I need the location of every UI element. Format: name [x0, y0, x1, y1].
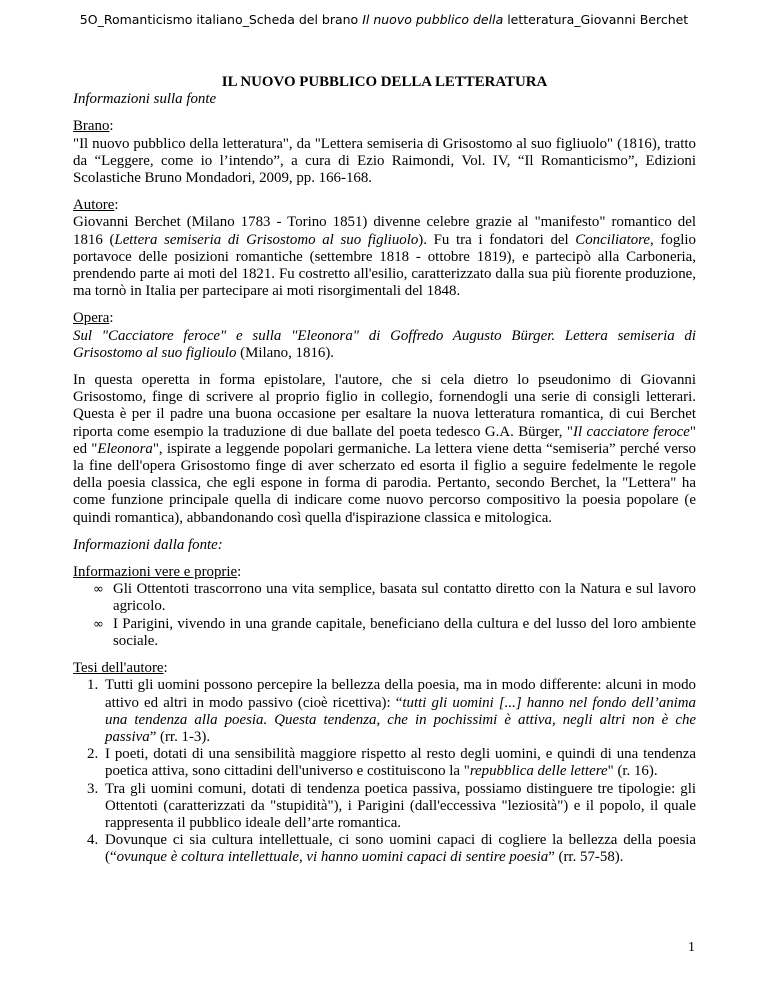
- page-header: [0, 12, 768, 27]
- document-body: [73, 74, 696, 867]
- opera-description: In questa operetta in forma epistolare, l'autore, che si cela dietro lo pseudonimo di Giovanni Grisostomo, finge di scrivere al proprio figlio in collegio, fornendogli una serie di consigli letterari. Questa è per il padre una buona occasione per esaltare la nuova letteratura romantica, di cui Berchet riporta come esempio la traduzione di due ballate del poeta tedesco G.A. Bürger, "Il cacciatore feroce" ed "Eleonora", ispirate a leggende popolari germaniche. La lettera viene detta “semiseria” perché verso la fine dell'opera Grisostomo finge di aver scherzato ed esorta il figlio a seguire fedelmente le regole della poesia classica, che egli espone in forma di parodia. Pertanto, secondo Berchet, la "Lettera" ha come funzione principale quella di indicare come nuovo percorso compositivo la poesia popolare (e quindi romantica), abbandonando così quella d'ispirazione classica e mitologica.: [73, 372, 697, 526]
- info-vere-heading-label: Informazioni vere e proprie: [73, 564, 238, 581]
- infinity-bullet-icon: ∞: [93, 582, 104, 598]
- infinity-bullet-icon: ∞: [93, 616, 104, 632]
- autore-heading: Autore:: [73, 197, 119, 214]
- section-info-fonte: Informazioni sulla fonte: [73, 91, 217, 108]
- info-vere-heading: Informazioni vere e proprie:: [73, 564, 242, 581]
- list-item: ∞ I Parigini, vivendo in una grande capitale, beneficiano della cultura e del lusso del loro ambiente sociale.: [93, 615, 696, 649]
- brano-text: "Il nuovo pubblico della letteratura", da "Lettera semiseria di Grisostomo al suo figliuolo" (1816), tratto da “Leggere, come io l’intendo”, a cura di Ezio Raimondi, Vol. IV, “Il Romanticismo”, Edizioni Scolastiche Bruno Mondadori, 2009, pp. 166-168.: [73, 135, 696, 187]
- list-item: 1. Tutti gli uomini possono percepire la bellezza della poesia, ma in modo differente: alcuni in modo attivo ed altri in modo passivo (cioè ricettiva): “tutti gli uomini [...] hanno nel fondo dell’anima una tendenza alla poesia. Questa tendenza, che in pochissimi è attiva, negli altri non è che passiva” (rr. 1-3).: [87, 677, 696, 745]
- brano-heading: Brano:: [73, 118, 114, 135]
- autore-text: Giovanni Berchet (Milano 1783 - Torino 1851) divenne celebre grazie al "manifesto" romantico del 1816 (Lettera semiseria di Grisostomo al suo figliuolo). Fu tra i fondatori del Conciliatore, foglio portavoce delle posizioni romantiche (settembre 1818 - ottobre 1819), e partecipò alla Carboneria, prendendo parte ai moti del 1821. Fu costretto all'esilio, caratterizzato dalla sua più fiorente produzione, ma tornò in Italia per partecipare ai moti risorgimentali del 1848.: [73, 214, 696, 300]
- opera-heading-label: Opera: [73, 310, 110, 327]
- list-item: ∞ Gli Ottentoti trascorrono una vita semplice, basata sul contatto diretto con la Natura e sul lavoro agricolo.: [93, 581, 696, 615]
- tesi-heading: Tesi dell'autore:: [73, 660, 168, 677]
- list-item: 2. I poeti, dotati di una sensibilità maggiore rispetto al resto degli uomini, e quindi di una tendenza poetica attiva, sono cittadini dell'universo e costituiscono la "repubblica delle lettere" (r. 16).: [87, 746, 696, 780]
- tesi-list: [73, 677, 696, 866]
- tesi-heading-label: Tesi dell'autore: [73, 660, 164, 677]
- opera-title: Sul "Cacciatore feroce" e sulla "Eleonora" di Goffredo Augusto Bürger. Lettera semiseria di Grisostomo al suo figlioulo (Milano, 1816).: [73, 327, 696, 361]
- autore-heading-label: Autore: [73, 197, 115, 214]
- header-text-2: letteratura_Giovanni Berchet: [503, 12, 689, 27]
- info-vere-list: [73, 581, 696, 650]
- opera-heading: Opera:: [73, 310, 114, 327]
- list-item: 4. Dovunque ci sia cultura intellettuale, ci sono uomini capaci di cogliere la bellezza della poesia (“ovunque è coltura intellettuale, vi hanno uomini capaci di sentire poesia” (rr. 57-58).: [87, 832, 696, 866]
- list-item: 3. Tra gli uomini comuni, dotati di tendenza poetica passiva, possiamo distinguere tre tipologie: gli Ottentoti (caratterizzati da "stupidità"), i Parigini (dall'eccessiva "leziosità") e il popolo, il quale rappresenta il pubblico ideale dell’arte romantica.: [87, 780, 696, 831]
- page-number: 1: [688, 940, 695, 955]
- header-text-1: 5O_Romanticismo italiano_Scheda del brano: [79, 12, 363, 27]
- document-title: IL NUOVO PUBBLICO DELLA LETTERATURA: [221, 74, 548, 90]
- header-text-italic: Il nuovo pubblico della: [362, 12, 504, 27]
- section-info-dalla-fonte: Informazioni dalla fonte:: [73, 536, 223, 553]
- brano-heading-label: Brano: [73, 118, 110, 135]
